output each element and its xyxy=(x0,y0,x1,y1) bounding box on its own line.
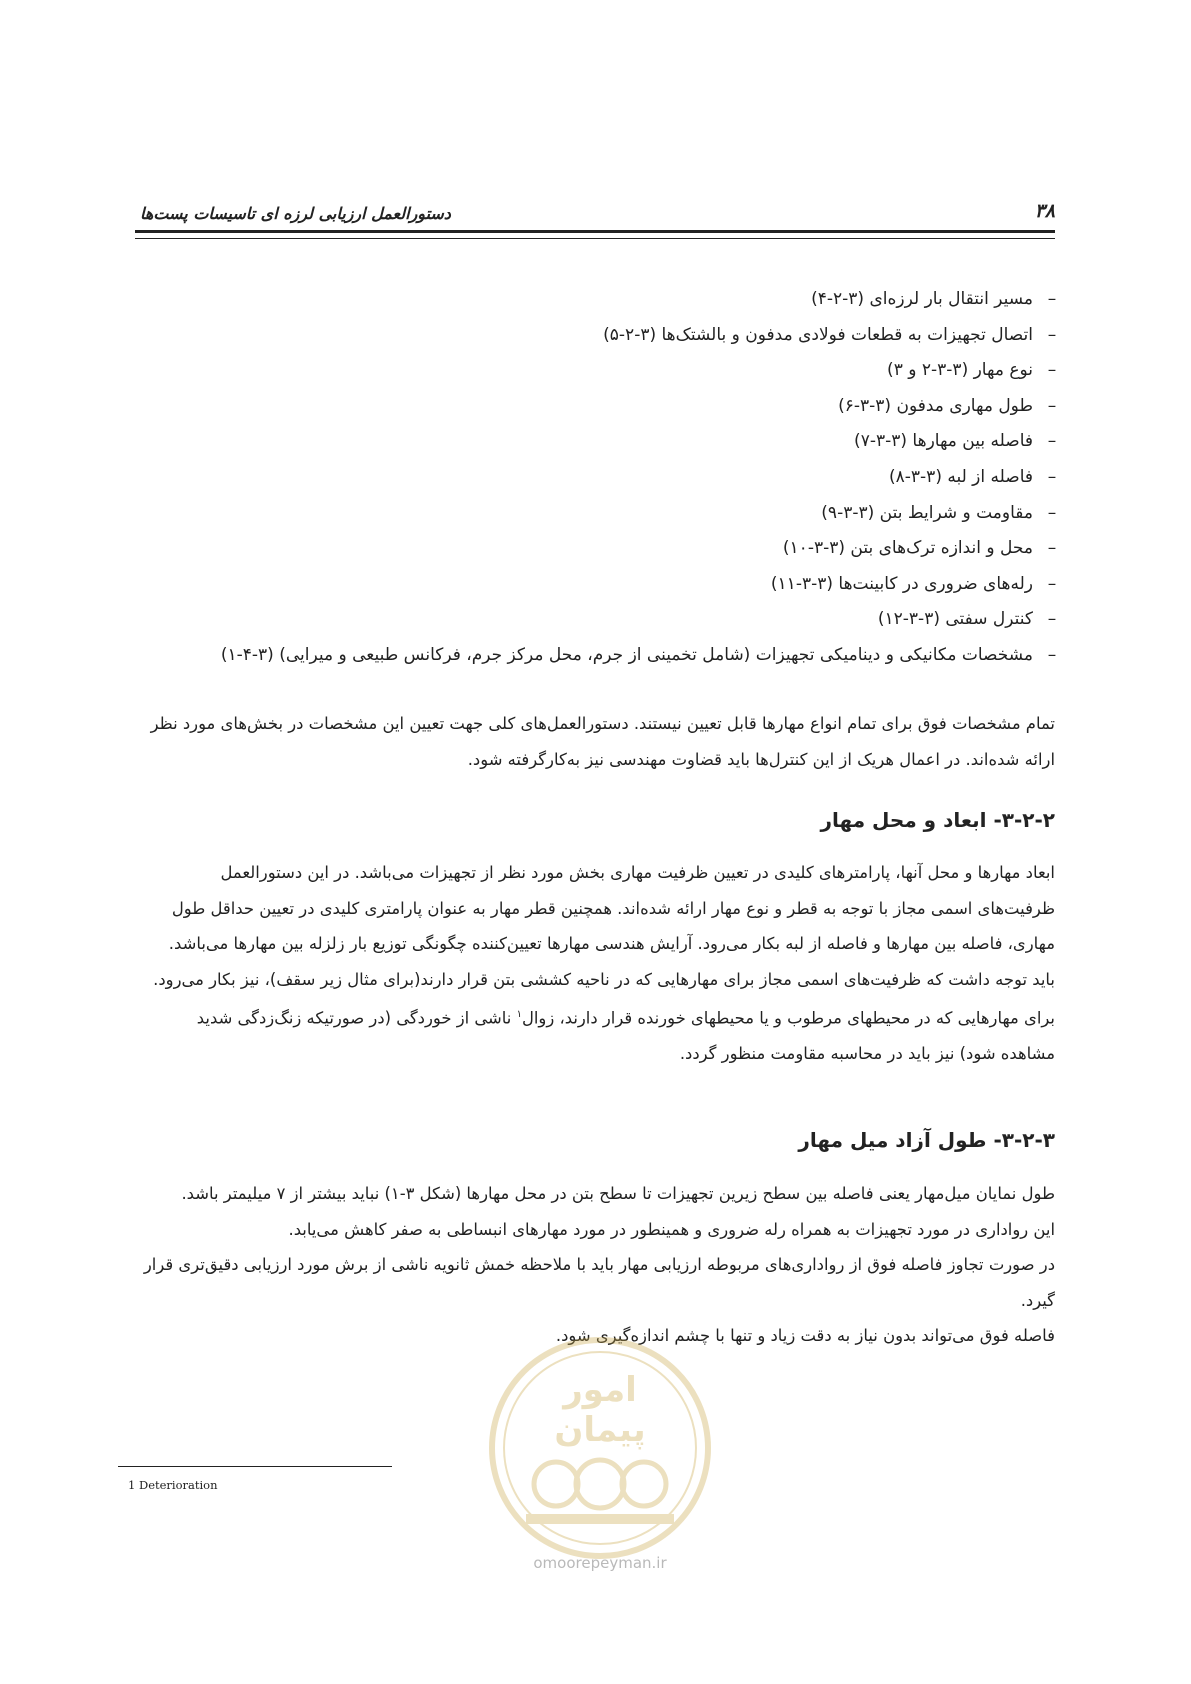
list-dash: – xyxy=(1047,538,1057,559)
page-number: ۳۸ xyxy=(1034,200,1055,222)
paragraph-line: باید توجه داشت که ظرفیت‌های اسمی مجاز برای مهارهایی که در ناحیه کششی بتن قرار دارند(برای مثال زیر سقف)، نیز بکار می‌رود. xyxy=(153,969,1055,989)
paragraph-line: در صورت تجاوز فاصله فوق از رواداری‌های مربوطه ارزیابی مهار باید با ملاحظه خمش ثانویه ناشی از برش مورد ارزیابی دقیق‌تری قرار xyxy=(143,1255,1055,1274)
list-item-text: محل و اندازه ترک‌های بتن (۳-۳-۱۰) xyxy=(782,538,1033,559)
footnote-marker: ۱ xyxy=(516,1009,522,1020)
watermark-url: omoorepeyman.ir xyxy=(533,1554,667,1572)
paragraph-line: طول نمایان میل‌مهار یعنی فاصله بین سطح زیرین تجهیزات تا سطح بتن در محل مهارها (شکل ۳-۱) نباید بیشتر از ۷ میلیمتر باشد. xyxy=(181,1184,1055,1203)
intro-paragraph xyxy=(135,706,1055,777)
list-item xyxy=(131,424,1071,460)
list-dash: – xyxy=(1047,324,1057,345)
requirements-list xyxy=(131,282,1071,674)
list-dash: – xyxy=(1047,573,1057,594)
anchor-dimensions-paragraph xyxy=(135,855,1055,1071)
paragraph-line: تمام مشخصات فوق برای تمام انواع مهارها قابل تعیین نیستند. دستورالعمل‌های کلی جهت تعیین این مشخصات در بخش‌های مورد نظر xyxy=(150,714,1055,733)
list-item-text: اتصال تجهیزات به قطعات فولادی مدفون و بالشتک‌ها (۳-۲-۵) xyxy=(603,324,1033,345)
list-dash: – xyxy=(1047,466,1057,487)
list-dash: – xyxy=(1047,644,1057,665)
list-item-text: کنترل سفتی (۳-۳-۱۲) xyxy=(877,609,1033,630)
footnote: 1 Deterioration xyxy=(128,1478,218,1492)
list-item xyxy=(131,282,1071,318)
list-item xyxy=(131,318,1071,354)
paragraph-line: این رواداری در مورد تجهیزات به همراه رله ضروری و همینطور در مورد مهارهای انبساطی به صفر کاهش می‌یابد. xyxy=(288,1219,1055,1239)
header-rule-thin xyxy=(135,238,1055,239)
section-heading-free-length: ۳-۲-۳- طول آزاد میل مهار xyxy=(798,1128,1055,1152)
list-item xyxy=(131,460,1071,496)
list-item-text: رله‌های ضروری در کابینت‌ها (۳-۳-۱۱) xyxy=(770,573,1033,594)
list-item-text: فاصله از لبه (۳-۳-۸) xyxy=(888,466,1033,487)
watermark-seal-text: امور پیمان xyxy=(554,1370,646,1450)
list-item-text: نوع مهار (۳-۳-۲ و ۳) xyxy=(887,360,1033,381)
line-text: برای مهارهایی که در محیطهای مرطوب و یا محیطهای خورنده قرار دارند، زوال xyxy=(521,1008,1055,1028)
paragraph-line: ارائه شده‌اند. در اعمال هریک از این کنترل‌ها باید قضاوت مهندسی نیز به‌کارگرفته شود. xyxy=(467,749,1055,769)
list-item xyxy=(131,496,1071,532)
list-dash: – xyxy=(1047,289,1057,309)
section-heading-anchor-dimensions: ۳-۲-۲- ابعاد و محل مهار xyxy=(820,808,1055,832)
paragraph-line: مشاهده شود) نیز باید در محاسبه مقاومت منظور گردد. xyxy=(679,1043,1055,1063)
list-item-text: طول مهاری مدفون (۳-۳-۶) xyxy=(838,395,1033,416)
list-item xyxy=(131,353,1071,389)
free-length-paragraph xyxy=(135,1176,1055,1354)
paragraph-line: گیرد. xyxy=(1020,1290,1055,1310)
list-item xyxy=(131,602,1071,638)
paragraph-line xyxy=(135,997,1055,1036)
list-item xyxy=(131,567,1071,603)
paragraph-line: ظرفیت‌های اسمی مجاز با توجه به قطر و نوع مهار ارائه شده‌اند. همچنین قطر مهار به عنوان پارامتری کلیدی در تعیین حداقل طول xyxy=(171,898,1055,918)
footnote-rule xyxy=(118,1466,392,1467)
list-item-text: مسیر انتقال بار لرزه‌ای (۳-۲-۴) xyxy=(811,289,1033,309)
list-dash: – xyxy=(1047,609,1057,630)
list-item xyxy=(131,638,1071,674)
list-item-text: فاصله بین مهارها (۳-۳-۷) xyxy=(854,431,1033,452)
list-dash: – xyxy=(1047,395,1057,416)
list-dash: – xyxy=(1047,360,1057,381)
line-text: ناشی از خوردگی (در صورتیکه زنگ‌زدگی شدید xyxy=(196,1008,517,1028)
list-dash: – xyxy=(1047,502,1057,523)
paragraph-line: ابعاد مهارها و محل آنها، پارامترهای کلیدی در تعیین ظرفیت مهاری بخش مورد نظر از تجهیزات می‌باشد. در این دستورالعمل xyxy=(220,863,1055,882)
paragraph-line: فاصله فوق می‌تواند بدون نیاز به دقت زیاد و تنها با چشم اندازه‌گیری شود. xyxy=(555,1326,1055,1345)
paragraph-line: مهاری، فاصله بین مهارها و فاصله از لبه بکار می‌رود. آرایش هندسی مهارها تعیین‌کننده چگونگی توزیع بار زلزله بین مهارها می‌باشد. xyxy=(168,934,1055,953)
list-dash: – xyxy=(1047,431,1057,452)
list-item xyxy=(131,389,1071,425)
running-header-title: دستورالعمل ارزیابی لرزه ای تاسیسات پست‌ها xyxy=(140,204,451,223)
list-item xyxy=(131,531,1071,567)
header-rule-thick xyxy=(135,230,1055,233)
list-item-text: مشخصات مکانیکی و دینامیکی تجهیزات (شامل تخمینی از جرم، محل مرکز جرم، فرکانس طبیعی و میرایی) (۳-۴-۱) xyxy=(220,644,1033,665)
list-item-text: مقاومت و شرایط بتن (۳-۳-۹) xyxy=(821,502,1033,523)
